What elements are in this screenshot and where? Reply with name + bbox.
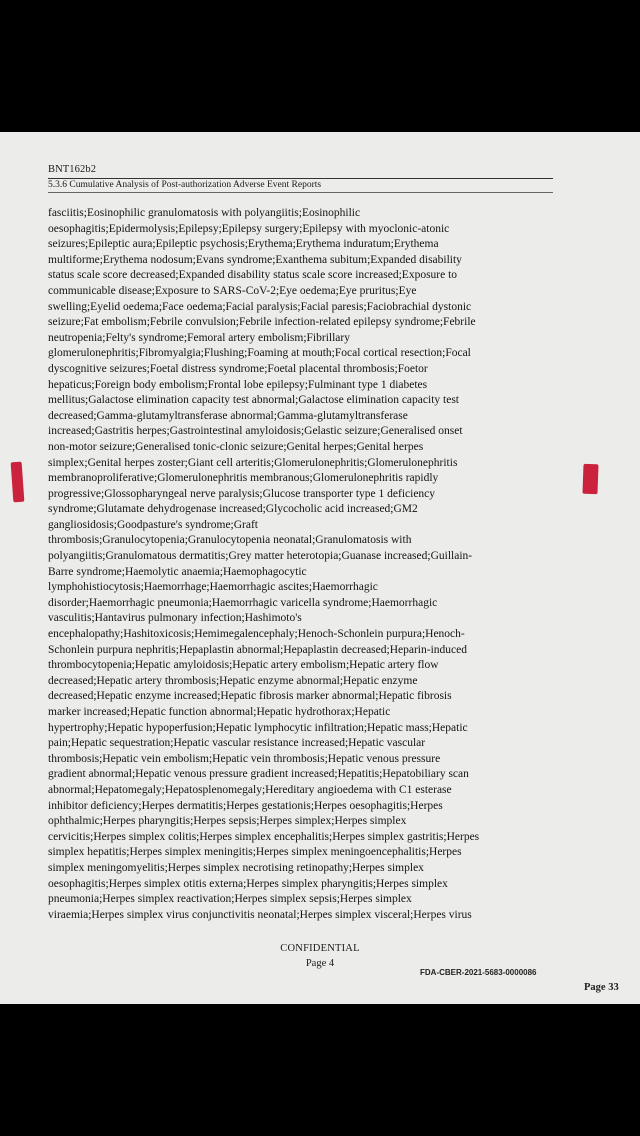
body-line: gradient abnormal;Hepatic venous pressure gradient increased;Hepatitis;Hepatobiliary scan — [48, 768, 469, 781]
body-line: decreased;Hepatic artery thrombosis;Hepatic enzyme abnormal;Hepatic enzyme — [48, 674, 418, 687]
body-line: inhibitor deficiency;Herpes dermatitis;Herpes gestationis;Herpes oesophagitis;Herpes — [48, 799, 443, 812]
section-heading: 5.3.6 Cumulative Analysis of Post-authorization Adverse Event Reports — [48, 180, 322, 190]
body-line: disorder;Haemorrhagic pneumonia;Haemorrhagic varicella syndrome;Haemorrhagic — [48, 596, 438, 609]
body-line: viraemia;Herpes simplex virus conjunctivitis neonatal;Herpes simplex visceral;Herpes virus — [48, 908, 472, 921]
body-line: simplex;Genital herpes zoster;Giant cell arteritis;Glomerulonephritis;Glomerulonephritis — [48, 456, 458, 469]
body-line: non-motor seizure;Generalised tonic-clonic seizure;Genital herpes;Genital herpes — [48, 440, 424, 453]
body-line: status scale score decreased;Expanded disability status scale score increased;Exposure to — [48, 269, 458, 282]
body-line: oesophagitis;Herpes simplex otitis externa;Herpes simplex pharyngitis;Herpes simplex — [48, 877, 448, 890]
body-line: pain;Hepatic sequestration;Hepatic vascular resistance increased;Hepatic vascular — [48, 737, 426, 750]
body-line: thrombocytopenia;Hepatic amyloidosis;Hepatic artery embolism;Hepatic artery flow — [48, 659, 439, 672]
red-marker-right — [582, 464, 598, 495]
body-line: cervicitis;Herpes simplex colitis;Herpes simplex encephalitis;Herpes simplex gastritis;Herpes — [48, 830, 480, 843]
body-line: decreased;Hepatic enzyme increased;Hepatic fibrosis marker abnormal;Hepatic fibrosis — [48, 690, 452, 703]
body-line: thrombosis;Granulocytopenia;Granulocytopenia neonatal;Granulomatosis with — [48, 534, 412, 547]
body-line: Barre syndrome;Haemolytic anaemia;Haemophagocytic — [48, 565, 307, 578]
document-id: FDA-CBER-2021-5683-0000086 — [420, 968, 537, 977]
outer-page-number: Page 33 — [584, 982, 619, 993]
body-line: multiforme;Erythema nodosum;Evans syndrome;Exanthema subitum;Expanded disability — [48, 253, 462, 266]
body-line: neutropenia;Felty's syndrome;Femoral artery embolism;Fibrillary — [48, 331, 350, 344]
body-line: syndrome;Glutamate dehydrogenase increased;Glycocholic acid increased;GM2 — [48, 503, 418, 516]
body-line: thrombosis;Hepatic vein embolism;Hepatic vein thrombosis;Hepatic venous pressure — [48, 752, 441, 765]
body-line: Schonlein purpura nephritis;Hepaplastin abnormal;Hepaplastin decreased;Heparin-induced — [48, 643, 467, 656]
header-rule-bottom — [48, 192, 553, 193]
body-line: hepaticus;Foreign body embolism;Frontal lobe epilepsy;Fulminant type 1 diabetes — [48, 378, 428, 391]
body-line: fasciitis;Eosinophilic granulomatosis with polyangiitis;Eosinophilic — [48, 207, 361, 219]
body-line: simplex meningomyelitis;Herpes simplex necrotising retinopathy;Herpes simplex — [48, 861, 424, 874]
body-line: seizures;Epileptic aura;Epileptic psychosis;Erythema;Erythema induratum;Erythema — [48, 238, 439, 251]
body-line: glomerulonephritis;Fibromyalgia;Flushing;Foaming at mouth;Focal cortical resection;Focal — [48, 347, 471, 360]
body-line: membranoproliferative;Glomerulonephritis membranous;Glomerulonephritis rapidly — [48, 472, 439, 485]
body-line: mellitus;Galactose elimination capacity test abnormal;Galactose elimination capacity test — [48, 394, 459, 407]
body-line: seizure;Fat embolism;Febrile convulsion;Febrile infection-related epilepsy syndrome;Febrile — [48, 316, 476, 329]
header-rule — [48, 178, 553, 179]
body-line: abnormal;Hepatomegaly;Hepatosplenomegaly;Hereditary angioedema with C1 esterase — [48, 783, 452, 796]
body-line: marker increased;Hepatic function abnormal;Hepatic hydrothorax;Hepatic — [48, 706, 391, 718]
body-line: pneumonia;Herpes simplex reactivation;Herpes simplex sepsis;Herpes simplex — [48, 893, 412, 906]
confidential-label: CONFIDENTIAL — [280, 943, 360, 954]
body-line: increased;Gastritis herpes;Gastrointestinal amyloidosis;Gelastic seizure;Generalised onset — [48, 425, 463, 438]
body-line: dyscognitive seizures;Foetal distress syndrome;Foetal placental thrombosis;Foetor — [48, 362, 428, 375]
body-line: oesophagitis;Epidermolysis;Epilepsy;Epilepsy surgery;Epilepsy with myoclonic-atonic — [48, 222, 450, 235]
document-title: BNT162b2 — [48, 164, 97, 175]
body-line: gangliosidosis;Goodpasture's syndrome;Graft — [48, 518, 259, 531]
body-line: ophthalmic;Herpes pharyngitis;Herpes sepsis;Herpes simplex;Herpes simplex — [48, 815, 407, 828]
body-line: swelling;Eyelid oedema;Face oedema;Facial paralysis;Facial paresis;Faciobrachial dystonic — [48, 300, 472, 313]
page-number: Page 4 — [305, 958, 335, 969]
body-line: decreased;Gamma-glutamyltransferase abnormal;Gamma-glutamyltransferase — [48, 409, 408, 422]
document-page — [0, 132, 640, 1004]
body-line: polyangiitis;Granulomatous dermatitis;Grey matter heterotopia;Guanase increased;Guillain- — [48, 550, 473, 563]
body-line: hypertrophy;Hepatic hypoperfusion;Hepatic lymphocytic infiltration;Hepatic mass;Hepatic — [48, 721, 468, 734]
body-line: lymphohistiocytosis;Haemorrhage;Haemorrhagic ascites;Haemorrhagic — [48, 581, 378, 594]
body-line: progressive;Glossopharyngeal nerve paralysis;Glucose transporter type 1 deficiency — [48, 487, 436, 500]
body-line: communicable disease;Exposure to SARS-CoV-2;Eye oedema;Eye pruritus;Eye — [48, 284, 417, 297]
body-line: encephalopathy;Hashitoxicosis;Hemimegalencephaly;Henoch-Schonlein purpura;Henoch- — [48, 628, 465, 641]
body-line: simplex hepatitis;Herpes simplex meningitis;Herpes simplex meningoencephalitis;Herpes — [48, 846, 462, 859]
adverse-event-list — [48, 206, 556, 923]
body-line: vasculitis;Hantavirus pulmonary infection;Hashimoto's — [48, 612, 302, 625]
